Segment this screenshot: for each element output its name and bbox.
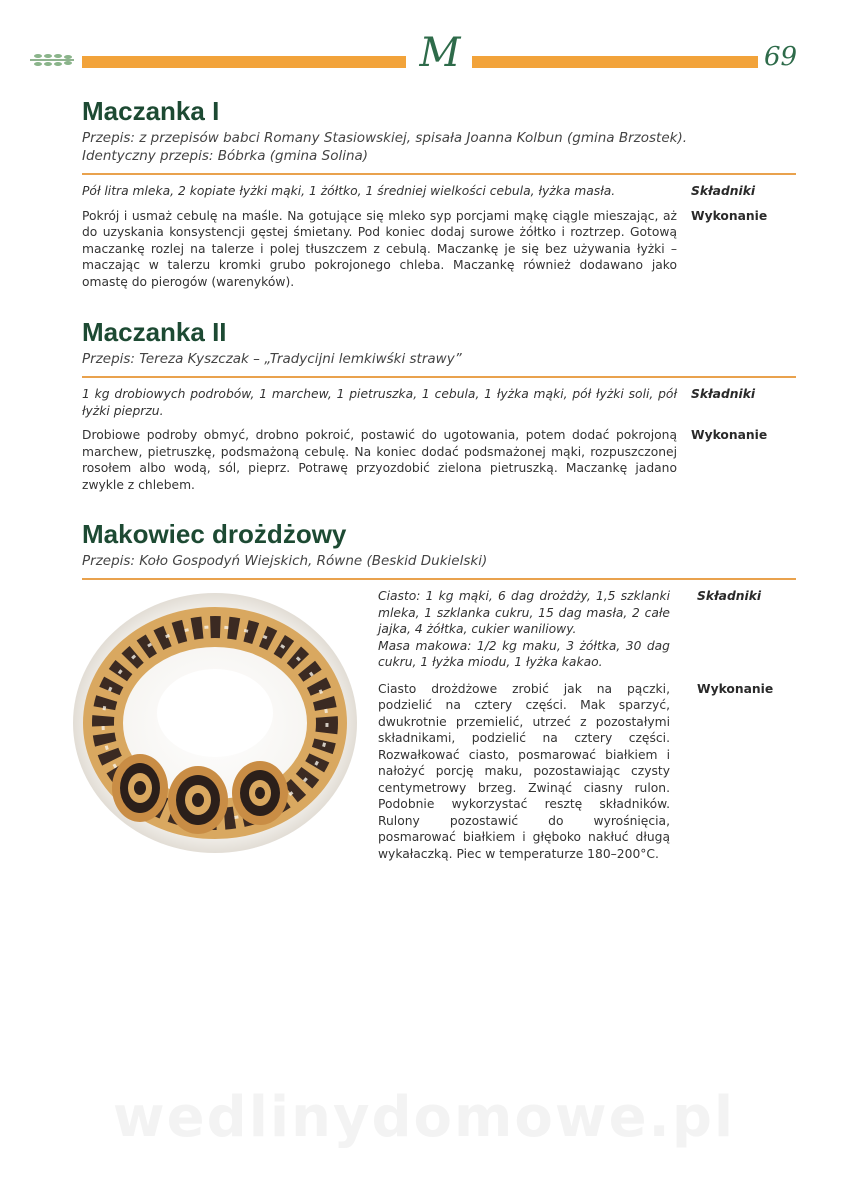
divider	[82, 173, 796, 175]
divider	[82, 376, 796, 378]
recipe-maczanka-1	[82, 95, 796, 290]
ingredients-row	[378, 588, 802, 671]
method-row	[82, 427, 796, 493]
ingredients-label: Składniki	[697, 589, 762, 603]
makowiec-body	[82, 588, 796, 872]
divider	[82, 578, 796, 580]
ingredients-line: Ciasto: 1 kg mąki, 6 dag drożdży, 1,5 szklanki mleka, 1 szklanka cukru, 15 dag masła, 2 całe jajka, 4 żółtka, cukier waniliowy.	[378, 589, 670, 636]
ingredients-row	[82, 386, 796, 419]
page-header	[0, 0, 848, 100]
page-number: 69	[764, 42, 798, 72]
method-row	[378, 681, 802, 863]
recipe-source	[82, 552, 796, 570]
ingredients-text	[378, 588, 670, 671]
recipe-source	[82, 350, 796, 368]
recipe-title: Makowiec drożdżowy	[82, 519, 347, 549]
method-label: Wykonanie	[697, 681, 774, 696]
recipe-title: Maczanka I	[82, 96, 220, 126]
method-text: Drobiowe podroby obmyć, drobno pokroić, postawić do ugotowania, potem dodać pokrojoną marchew, pietruszkę, podsmażoną cebulę. Na koniec dodać podsmażonej mąki, rozpuszczonej rosołem albo wodą, sól, pieprz. Potrawę przyozdobić zielona pietruszką. Maczankę jadano zwykle z chlebem.	[82, 428, 677, 492]
ingredients-text: Pół litra mleka, 2 kopiate łyżki mąki, 1 żółtko, 1 średniej wielkości cebula, łyżka masła.	[82, 184, 616, 198]
watermark: wedlinydomowe.pl	[112, 1085, 736, 1150]
recipe-source	[82, 129, 796, 165]
recipe-maczanka-2	[82, 316, 796, 493]
method-label: Wykonanie	[691, 208, 768, 223]
recipe-makowiec	[82, 518, 796, 872]
recipe-source-line: Przepis: Tereza Kyszczak – „Tradycijni lemkiwśki strawy”	[82, 351, 462, 367]
ingredients-label: Składniki	[691, 387, 756, 401]
leaf-ornament-icon	[28, 50, 76, 70]
recipe-source-line: Przepis: Koło Gospodyń Wiejskich, Równe (Beskid Dukielski)	[82, 553, 488, 569]
ingredients-line: Masa makowa: 1/2 kg maku, 3 żółtka, 30 dag cukru, 1 łyżka miodu, 1 łyżka kakao.	[378, 638, 670, 669]
method-row	[82, 208, 796, 291]
header-bar-right	[472, 56, 758, 68]
recipe-source-line: Przepis: z przepisów babci Romany Stasiowskiej, spisała Joanna Kolbun (gmina Brzostek).	[82, 130, 688, 146]
ingredients-row	[82, 183, 796, 200]
recipe-title: Maczanka II	[82, 317, 227, 347]
method-text: Ciasto drożdżowe zrobić jak na pączki, podzielić na cztery części. Mak sparzyć, dwukrotnie przemielić, utrzeć z pozostałymi składnikami, podzielić na cztery części. Rozwałkować ciasto, posmarować białkiem i nałożyć porcję maku, pozostawiając czysty centymetrowy brzeg. Zwinąć ciasny rulon. Podobnie wykorzystać resztę składników. Rulony pozostawić do wyrośnięcia, posmarować białkiem i głęboko nakłuć długą wykałaczką. Piec w temperaturze 180–200°C.	[378, 681, 670, 861]
section-letter: M	[419, 30, 461, 76]
recipe-source-line: Identyczny przepis: Bóbrka (gmina Solina)	[82, 148, 369, 164]
makowiec-text-column	[378, 588, 774, 872]
method-label: Wykonanie	[691, 428, 768, 442]
makowiec-photo	[70, 588, 360, 858]
ingredients-text: 1 kg drobiowych podrobów, 1 marchew, 1 pietruszka, 1 cebula, 1 łyżka mąki, pół łyżki soli, pół łyżki pieprzu.	[82, 387, 677, 418]
ingredients-label: Składniki	[691, 184, 756, 198]
method-text: Pokrój i usmaż cebulę na maśle. Na gotujące się mleko syp porcjami mąkę ciągle mieszając, aż do uzyskania konsystencji gęstej śmietany. Pod koniec dodaj surowe żółtko i roztrzep. Gotową maczankę rozlej na talerze i polej tłuszczem z cebulą. Maczankę je się bez używania łyżki – maczając w talerzu kromki grubo pokrojonego chleba. Maczankę również dodawano jako omastę do pierogów (warenyków).	[82, 208, 677, 289]
header-bar-left	[82, 56, 406, 68]
